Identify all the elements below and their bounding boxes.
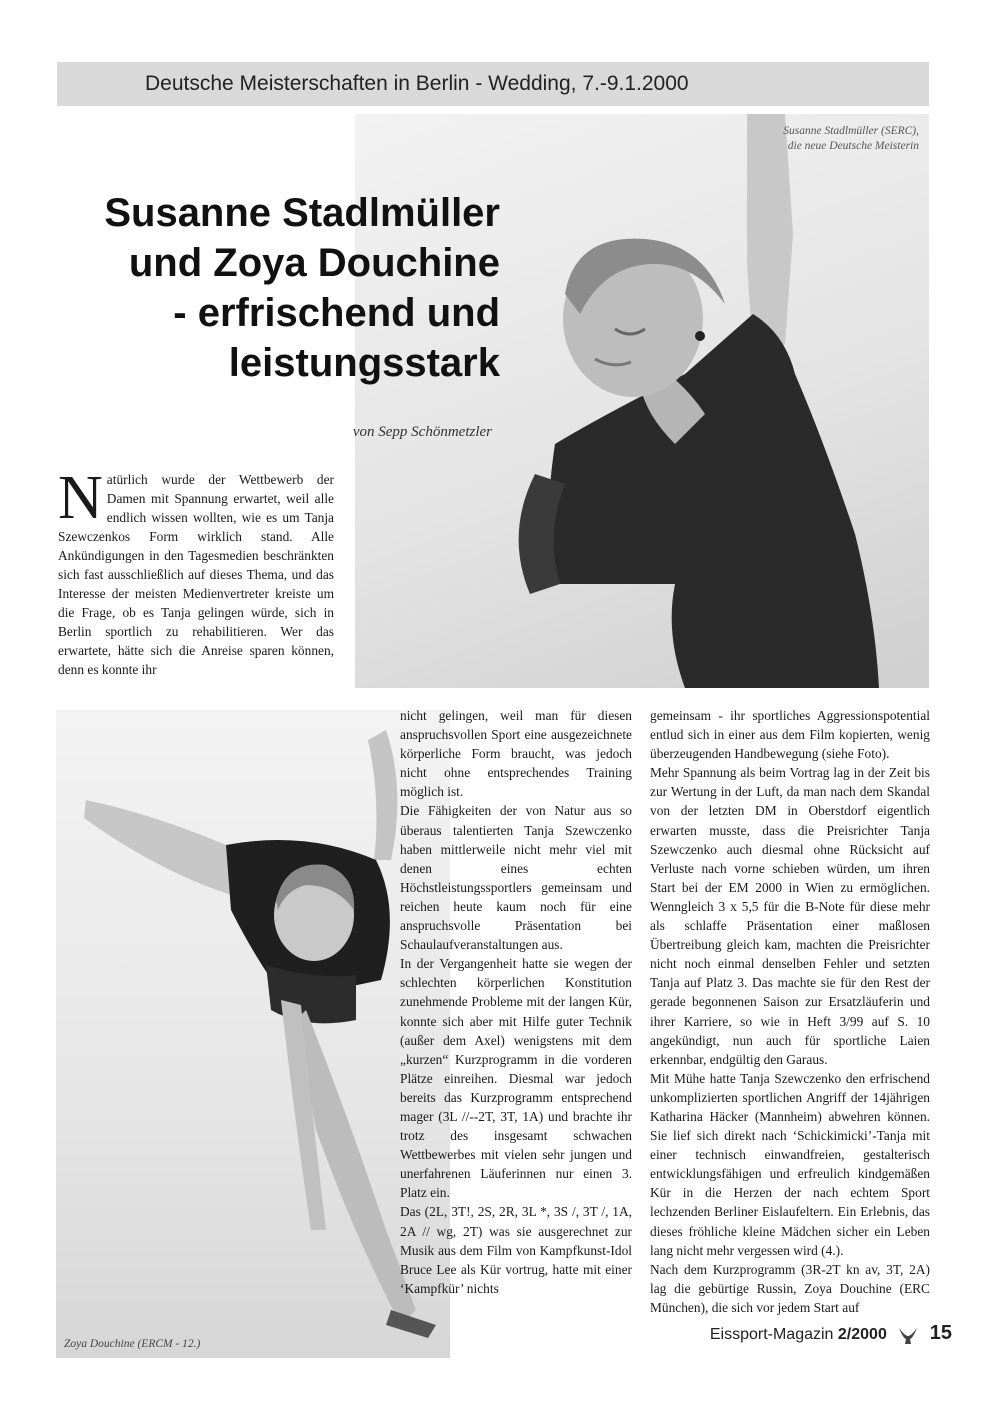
headline-line: - erfrischend und <box>173 291 500 335</box>
headline-line: Susanne Stadlmüller <box>104 191 500 235</box>
magazine-name: Eissport-Magazin <box>709 1326 834 1343</box>
photo-douchine <box>56 710 450 1358</box>
photo-caption: Susanne Stadlmüller (SERC), die neue Deutsche Meisterin <box>783 125 919 152</box>
paragraph: Mit Mühe hatte Tanja Szewczenko den erfrischend unkomplizierten sportlichen Angriff der 14jährigen Katharina Häcker (Mannheim) abwehren können. Sie lief sich direkt nach ‘Schickimicki’-Tanja mit einer technisch einwandfreien, gestalterisch entwicklungsfähigen und erfreulich kindgemäßen Kür in die Herzen der nach echtem Sport lechzenden Berliner Eislaufeltern. Ein Erlebnis, das dieses fröhliche kleine Mädchen sicher ein Leben lang nicht mehr vergessen wird (4.). <box>650 1070 930 1258</box>
paragraph: nicht gelingen, weil man für diesen anspruchsvollen Sport eine ausgezeichnete körperliche Form braucht, was jedoch nicht ohne entsprechendes Training möglich ist. <box>400 708 632 800</box>
paragraph: In der Vergangenheit hatte sie wegen der schlechten körperlichen Konstitution zunehmende Probleme mit der langen Kür, konnte sich aber mit Hilfe guter Technik (außer dem Axel) wenigstens mit dem „kurzen“ Kurzprogramm in die vorderen Plätze einreihen. Diesmal war jedoch bereits das Kurzprogramm entsprechend mager (3L //--2T, 3T, 1A) und brachte ihr trotz des insgesamt schwachen Wettbewerbes mit vielen sehr jungen und unerfahrenen Läuferinnen nur einen 3. Platz ein. <box>400 956 632 1201</box>
paragraph: Das (2L, 3T!, 2S, 2R, 3L *, 3S /, 3T /, 1A, 2A // wg, 2T) was sie ausgerechnet zur Musik aus dem Film von Kampfkunst-Idol Bruce Lee als Kür vortrug, hatte mit einer ‘Kampfkür’ nichts <box>400 1204 632 1296</box>
paragraph: gemeinsam - ihr sportliches Aggressionspotential entlud sich in einer aus dem Film kopierten, wenig überzeugenden Handbewegung (siehe Foto). <box>650 708 930 762</box>
headline-line: leistungsstark <box>228 341 500 385</box>
article-headline <box>60 188 500 388</box>
article-column-3 <box>650 706 930 1317</box>
article-column-2 <box>400 706 632 1298</box>
page-number: 15 <box>929 1322 952 1344</box>
headline-line: und Zoya Douchine <box>128 241 500 285</box>
paragraph: Nach dem Kurzprogramm (3R-2T kn av, 3T, 2A) lag die gebürtige Russin, Zoya Douchine (ERC München), die sich vor jedem Start auf <box>650 1261 930 1315</box>
byline: von Sepp Schönmetzler <box>352 424 492 440</box>
issue-number: 2/2000 <box>837 1326 887 1343</box>
paragraph: Die Fähigkeiten der von Natur aus so überaus talentierten Tanja Szewczenko haben mittlerweile nicht mehr viel mit denen eines echten Höchstleistungssportlers gemeinsam und reichen heute kaum noch für eine anspruchsvolle Präsentation bei Schaulaufveranstaltungen aus. <box>400 803 632 953</box>
drop-cap: N <box>58 464 103 532</box>
column-text: atürlich wurde der Wettbewerb der Damen mit Spannung erwartet, weil alle endlich wissen wollten, wie es um Tanja Szewczenkos Form wirklich stand. Alle Ankündigungen in den Tagesmedien beschränkten sich fast ausschließlich auf dieses Thema, und das Interesse der meisten Medienvertreter kreiste um die Frage, ob es Tanja gelingen würde, sich in Berlin sportlich zu rehabilitieren. Wer das erwartete, hätte sich die Anreise sparen können, denn es konnte ihr <box>58 472 334 677</box>
header-band: Deutsche Meisterschaften in Berlin - Wedding, 7.-9.1.2000 <box>57 62 929 106</box>
photo-caption: Zoya Douchine (ERCM - 12.) <box>64 1338 201 1350</box>
page-footer <box>710 1322 952 1346</box>
paragraph: Mehr Spannung als beim Vortrag lag in der Zeit bis zur Wertung in der Luft, da man nach dem Skandal von der letzten DM in Oberstdorf eigentlich erwarten musste, dass die Preisrichter Tanja Szewczenko auch diesmal ohne Rücksicht auf Verluste nach vorne schieben würden, um ihren Start bei der EM 2000 in Wien zu ermöglichen. Wenngleich 3 x 5,5 für die B-Note für diese mehr als schlaffe Präsentation einer maßlosen Übertreibung gleich kam, machten die Preisrichter nicht noch einmal denselben Fehler und setzten Tanja auf Platz 3. Das machte sie für den Rest der gerade begonnenen Saison zur Ersatzläuferin und ihrer Karriere, so wie in Heft 3/99 auf S. 10 angekündigt, nun auch für sportliche Laien erkennbar, endgültig den Garaus. <box>650 765 930 1067</box>
article-column-1 <box>58 464 334 679</box>
eagle-logo-icon <box>897 1324 919 1346</box>
